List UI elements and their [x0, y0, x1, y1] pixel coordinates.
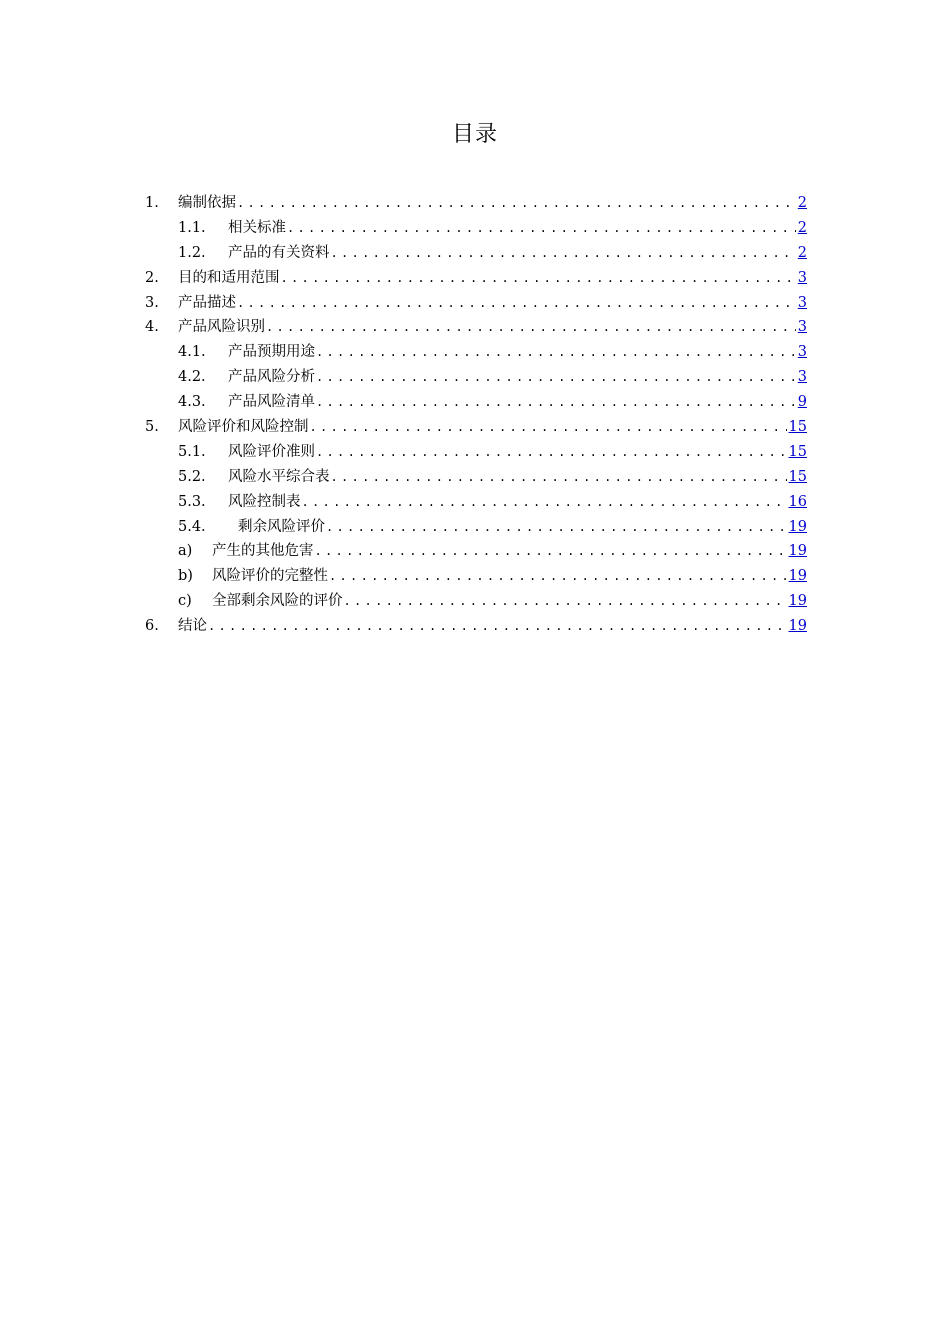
- dot-leader: [326, 515, 787, 540]
- toc-entry-label: 产品预期用途: [228, 344, 315, 361]
- toc-page-link[interactable]: 3: [797, 344, 807, 361]
- toc-entry-number: 5.1.: [178, 443, 206, 460]
- dot-leader: [287, 216, 796, 241]
- toc-page-link[interactable]: 19: [788, 568, 807, 585]
- toc-page-link[interactable]: 15: [788, 419, 807, 436]
- toc-entry[interactable]: [145, 216, 807, 241]
- toc-entry-number: 1.: [145, 195, 159, 211]
- table-of-contents: [145, 191, 807, 639]
- toc-entry[interactable]: [145, 191, 807, 216]
- toc-entry[interactable]: [145, 490, 807, 515]
- toc-entry[interactable]: [145, 365, 807, 390]
- toc-page-link[interactable]: 15: [788, 468, 807, 485]
- toc-entry[interactable]: [145, 291, 807, 316]
- toc-entry-label: 风险评价准则: [228, 443, 315, 460]
- dot-leader: [329, 564, 787, 589]
- toc-page-link[interactable]: 9: [797, 394, 807, 411]
- toc-entry-label: 结论: [178, 618, 207, 635]
- toc-page-link[interactable]: 16: [788, 493, 807, 510]
- toc-entry-label: 全部剩余风险的评价: [212, 593, 343, 610]
- toc-entry-label: 目的和适用范围: [178, 269, 280, 286]
- toc-entry-number: 2.: [145, 269, 159, 286]
- dot-leader: [266, 315, 796, 340]
- toc-page-link[interactable]: 3: [797, 369, 807, 386]
- toc-entry-label: 产品风险识别: [178, 319, 265, 336]
- toc-page-link[interactable]: 19: [788, 593, 807, 610]
- toc-entry-label: 产品的有关资料: [228, 244, 330, 261]
- toc-page-link[interactable]: 3: [797, 269, 807, 286]
- dot-leader: [237, 291, 796, 316]
- dot-leader: [331, 241, 796, 266]
- dot-leader: [316, 365, 796, 390]
- toc-entry-number: 5.4.: [178, 518, 206, 535]
- dot-leader: [316, 340, 796, 365]
- dot-leader: [316, 390, 796, 415]
- toc-entry-number: b): [178, 568, 193, 585]
- toc-page-link[interactable]: 15: [788, 443, 807, 460]
- toc-entry-number: c): [178, 593, 192, 610]
- toc-entry-label: 风险水平综合表: [228, 468, 330, 485]
- toc-entry-label: 产品描述: [178, 294, 236, 311]
- toc-page-link[interactable]: 3: [797, 294, 807, 311]
- toc-entry[interactable]: [145, 315, 807, 340]
- toc-entry-number: 5.: [145, 419, 159, 436]
- toc-entry-number: 4.3.: [178, 394, 206, 411]
- toc-entry-number: 4.1.: [178, 344, 206, 361]
- toc-entry[interactable]: [145, 390, 807, 415]
- toc-entry[interactable]: [145, 465, 807, 490]
- toc-entry[interactable]: [145, 415, 807, 440]
- dot-leader: [315, 539, 787, 564]
- toc-entry[interactable]: [145, 564, 807, 589]
- toc-entry-number: 6.: [145, 618, 159, 635]
- toc-entry[interactable]: [145, 440, 807, 465]
- toc-entry-label: 风险控制表: [228, 493, 301, 510]
- toc-entry-label: 剩余风险评价: [238, 518, 325, 535]
- toc-entry-label: 产生的其他危害: [212, 543, 314, 560]
- toc-entry[interactable]: [145, 241, 807, 266]
- toc-entry-number: a): [178, 543, 193, 560]
- toc-page-link[interactable]: 3: [797, 319, 807, 336]
- toc-entry-label: 风险评价的完整性: [212, 568, 328, 585]
- toc-entry-number: 3.: [145, 294, 159, 311]
- toc-entry-number: 1.2.: [178, 244, 206, 261]
- dot-leader: [237, 191, 796, 216]
- dot-leader: [331, 465, 787, 490]
- dot-leader: [302, 490, 787, 515]
- toc-entry[interactable]: [145, 340, 807, 365]
- dot-leader: [316, 440, 787, 465]
- toc-title: 目录: [451, 122, 498, 147]
- toc-entry-label: 产品风险清单: [228, 394, 315, 411]
- toc-entry-label: 相关标准: [228, 219, 286, 236]
- toc-entry-label: 风险评价和风险控制: [178, 419, 309, 436]
- toc-page-link[interactable]: 19: [788, 543, 807, 560]
- toc-entry-number: 4.: [145, 319, 159, 336]
- dot-leader: [344, 589, 787, 614]
- toc-page-link[interactable]: 19: [788, 518, 807, 535]
- toc-page-link[interactable]: 2: [797, 219, 807, 236]
- toc-entry[interactable]: [145, 515, 807, 540]
- toc-entry[interactable]: [145, 539, 807, 564]
- toc-entry-number: 1.1.: [178, 219, 206, 236]
- toc-entry-number: 5.2.: [178, 468, 206, 485]
- toc-page-link[interactable]: 2: [797, 244, 807, 261]
- toc-entry-label: 产品风险分析: [228, 369, 315, 386]
- toc-entry[interactable]: [145, 266, 807, 291]
- toc-entry[interactable]: [145, 589, 807, 614]
- toc-page-link[interactable]: 2: [797, 195, 807, 211]
- toc-page-link[interactable]: 19: [788, 618, 807, 635]
- toc-entry-number: 5.3.: [178, 493, 206, 510]
- dot-leader: [310, 415, 787, 440]
- dot-leader: [281, 266, 796, 291]
- toc-entry-label: 编制依据: [178, 195, 236, 211]
- toc-entry[interactable]: [145, 614, 807, 639]
- toc-entry-number: 4.2.: [178, 369, 206, 386]
- dot-leader: [208, 614, 787, 639]
